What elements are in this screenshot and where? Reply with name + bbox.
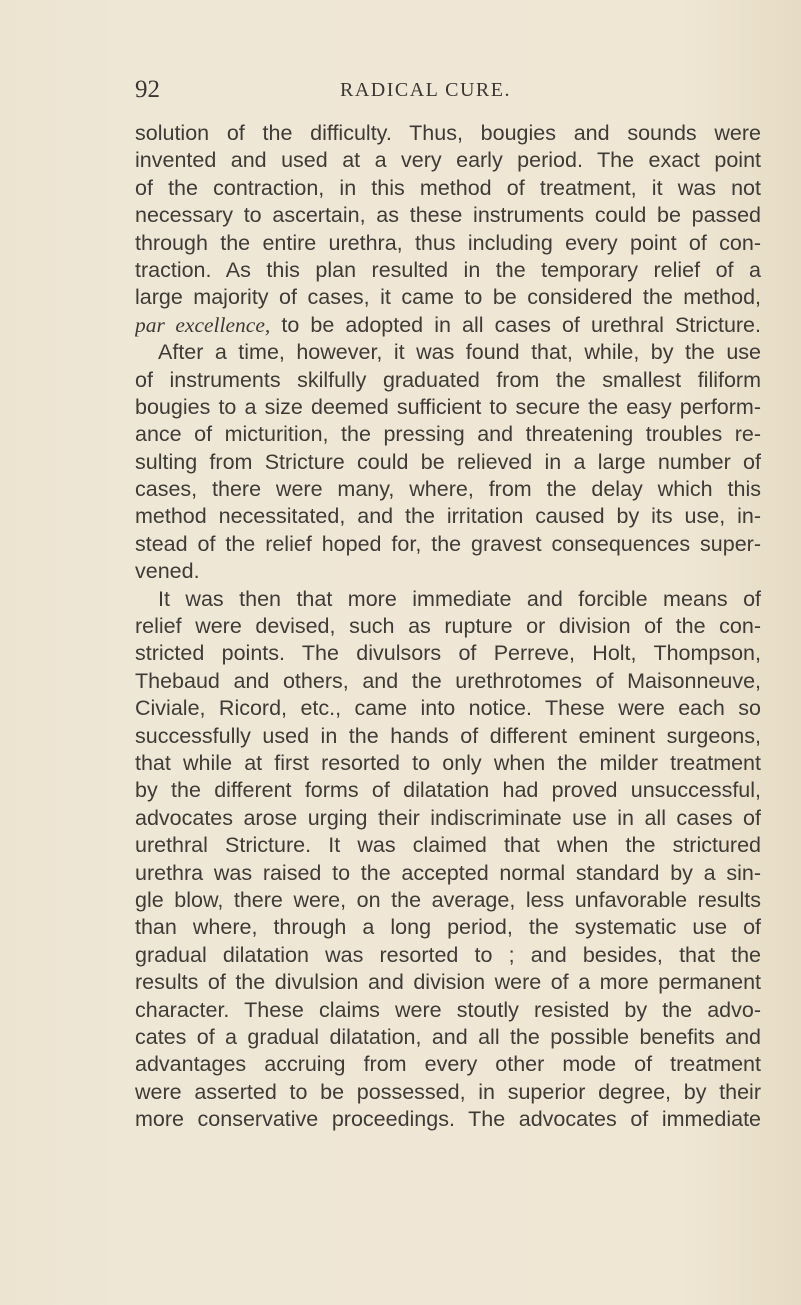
text-line: stricted points. The divulsors of Perreve, Holt, Thompson, xyxy=(135,641,761,666)
text-line: character. These claims were stoutly resisted by the advo- xyxy=(135,997,761,1022)
text-line: Civiale, Ricord, etc., came into notice. These were each so xyxy=(135,696,761,721)
text-line: advocates arose urging their indiscriminate use in all cases of xyxy=(135,805,761,830)
text-line: After a time, however, it was found that, while, by the use xyxy=(158,340,761,365)
text-line: cates of a gradual dilatation, and all the possible benefits and xyxy=(135,1024,761,1049)
text-line: relief were devised, such as rupture or division of the con- xyxy=(135,614,761,639)
page-header xyxy=(135,76,761,110)
text-line: bougies to a size deemed sufficient to secure the easy perform- xyxy=(135,394,761,419)
running-head: RADICAL CURE. xyxy=(340,79,511,101)
text-line: sulting from Stricture could be relieved in a large number of xyxy=(135,449,761,474)
text-line: gradual dilatation was resorted to ; and besides, that the xyxy=(135,942,761,967)
text-line: successfully used in the hands of different eminent surgeons, xyxy=(135,723,761,748)
text-line: stead of the relief hoped for, the gravest consequences super- xyxy=(135,531,761,556)
text-line-remainder: to be adopted in all cases of urethral Stricture. xyxy=(281,312,761,337)
text-line: traction. As this plan resulted in the temporary relief of a xyxy=(135,257,761,282)
text-line: than where, through a long period, the systematic use of xyxy=(135,915,761,940)
text-line: results of the divulsion and division were of a more permanent xyxy=(135,970,761,995)
text-line: through the entire urethra, thus including every point of con- xyxy=(135,230,761,255)
text-line-with-italic xyxy=(135,312,761,339)
text-line: urethra was raised to the accepted normal standard by a sin- xyxy=(135,860,761,885)
body-text xyxy=(135,120,761,1133)
text-line: were asserted to be possessed, in superior degree, by their xyxy=(135,1079,761,1104)
text-line: gle blow, there were, on the average, less unfavorable results xyxy=(135,887,761,912)
text-line: necessary to ascertain, as these instruments could be passed xyxy=(135,203,761,228)
text-line: solution of the difficulty. Thus, bougies and sounds were xyxy=(135,121,761,145)
text-line: vened. xyxy=(135,559,200,584)
page-number: 92 xyxy=(135,76,160,103)
text-line: large majority of cases, it came to be considered the method, xyxy=(135,285,761,310)
italic-phrase: par excellence, xyxy=(135,312,271,337)
text-line: advantages accruing from every other mode of treatment xyxy=(135,1052,761,1077)
text-line: by the different forms of dilatation had proved unsuccessful, xyxy=(135,778,761,803)
text-line: invented and used at a very early period. The exact point xyxy=(135,148,761,173)
text-line: more conservative proceedings. The advocates of immediate xyxy=(135,1107,761,1132)
text-line: of instruments skilfully graduated from the smallest filiform xyxy=(135,367,761,392)
text-line: Thebaud and others, and the urethrotomes of Maisonneuve, xyxy=(135,668,761,693)
text-line: cases, there were many, where, from the delay which this xyxy=(135,477,761,502)
text-line: method necessitated, and the irritation caused by its use, in- xyxy=(135,504,761,529)
text-line: It was then that more immediate and forcible means of xyxy=(158,586,761,611)
text-line: that while at first resorted to only when the milder treatment xyxy=(135,750,761,775)
text-line: ance of micturition, the pressing and threatening troubles re- xyxy=(135,422,761,447)
text-line: urethral Stricture. It was claimed that when the strictured xyxy=(135,833,761,858)
text-line: of the contraction, in this method of treatment, it was not xyxy=(135,175,761,200)
